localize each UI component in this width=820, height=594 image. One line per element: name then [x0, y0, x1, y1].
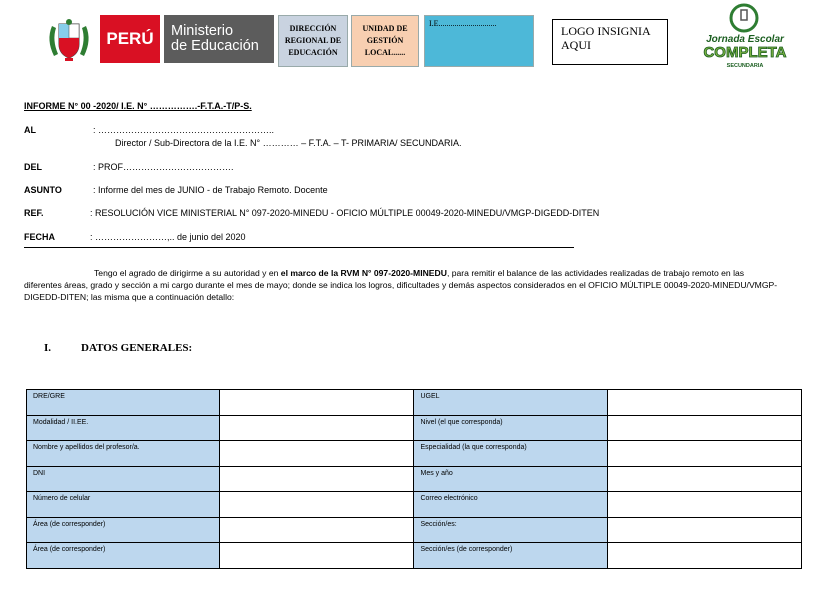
table-row: [27, 492, 802, 518]
table-row: [27, 466, 802, 492]
field-label-del: DEL: [24, 162, 42, 172]
cell-label: UGEL: [420, 393, 440, 400]
dre-line: EDUCACIÓN: [288, 48, 338, 57]
table-row: [27, 517, 802, 543]
ugel-line: LOCAL......: [364, 48, 406, 57]
ugel-box: [351, 15, 419, 67]
field-label-fecha: FECHA: [24, 232, 55, 242]
logo-line: LOGO INSIGNIA: [561, 24, 651, 38]
ugel-line: UNIDAD DE: [362, 24, 408, 33]
row-label-right: [414, 543, 607, 569]
jornada-escolar-completa-logo: [700, 2, 800, 72]
ministry-line-2: de Educación: [171, 38, 259, 54]
header-divider: [24, 247, 574, 248]
row-label-right: [414, 415, 607, 441]
table-row: [27, 441, 802, 467]
section-title: DATOS GENERALES:: [81, 342, 193, 354]
row-label-left: [27, 492, 220, 518]
input-cell-right[interactable]: [607, 390, 801, 416]
body-text-2: , para remitir el balance de las actividades realizadas de trabajo remoto en las diferentes áreas, grado y sección a mi cargo durante el mes de mayo; donde se indica los logros, dificultades y demás aspectos considerados en el OFICIO MÚLTIPLE 00049-2020-MINEDU/VMGP-DIGEDD-DITEN; las misma que a continuación detallo:: [24, 268, 778, 302]
cell-label: Área (de corresponder): [33, 520, 106, 528]
dre-box: [278, 15, 348, 67]
jec-line-3: SECUNDARIA: [726, 63, 764, 69]
table-row: [27, 390, 802, 416]
row-label-right: [414, 390, 607, 416]
cell-label: Modalidad / II.EE.: [33, 418, 89, 426]
logo-placeholder-box: [552, 19, 668, 65]
row-label-right: [414, 441, 607, 467]
logo-line: AQUI: [561, 38, 591, 52]
input-cell-right[interactable]: [607, 543, 801, 569]
ie-box: [424, 15, 534, 67]
input-cell-right[interactable]: [607, 466, 801, 492]
section-heading: [44, 342, 192, 354]
field-value-ref: : RESOLUCIÓN VICE MINISTERIAL N° 097-2020-MINEDU - OFICIO MÚLTIPLE 00049-2020-MINEDU/VMGP-DIGEDD-DITEN: [90, 208, 600, 218]
row-label-left: [27, 517, 220, 543]
input-cell-right[interactable]: [607, 415, 801, 441]
table-row: [27, 415, 802, 441]
section-number: I.: [44, 342, 52, 354]
cell-label: Correo electrónico: [420, 495, 478, 502]
body-text-1: Tengo el agrado de dirigirme a su autoridad y en: [94, 268, 281, 278]
jec-line-2: COMPLETA: [703, 44, 787, 61]
field-value-del: : PROF……………………………….: [93, 162, 234, 172]
cell-label: Especialidad (la que corresponda): [420, 444, 527, 451]
body-paragraph: [24, 267, 784, 303]
cell-label: Sección/es:: [420, 520, 457, 528]
field-value-fecha: : ……………………,.. de junio del 2020: [90, 232, 246, 242]
dre-line: DIRECCIÓN: [289, 24, 337, 33]
jec-line-1: Jornada Escolar: [706, 34, 784, 45]
ugel-line: GESTIÓN: [366, 36, 404, 45]
peru-coat-of-arms-icon: [44, 18, 94, 62]
row-label-right: [414, 466, 607, 492]
cell-label: Área (de corresponder): [33, 546, 106, 553]
cell-label: Número de celular: [33, 495, 91, 502]
field-label-asunto: ASUNTO: [24, 185, 62, 195]
input-cell-right[interactable]: [607, 517, 801, 543]
input-cell-right[interactable]: [607, 492, 801, 518]
cell-label: DNI: [33, 469, 46, 477]
peru-brand-block: [100, 15, 160, 63]
input-cell-left[interactable]: [220, 390, 414, 416]
input-cell-left[interactable]: [220, 415, 414, 441]
field-label-ref: REF.: [24, 208, 44, 218]
row-label-left: [27, 543, 220, 569]
input-cell-left[interactable]: [220, 466, 414, 492]
input-cell-left[interactable]: [220, 517, 414, 543]
country-label: PERÚ: [106, 29, 154, 48]
body-text-bold: el marco de la RVM N° 097-2020-MINEDU: [280, 268, 447, 278]
informe-title: INFORME N° 00 -2020/ I.E. N° …………….-F.T.A.-T/P-S.: [24, 101, 252, 111]
row-label-left: [27, 441, 220, 467]
row-label-right: [414, 492, 607, 518]
field-value-al: : …………………………………………………..: [93, 125, 275, 135]
cell-label: Nivel (el que corresponda): [420, 418, 503, 426]
cell-label: Mes y año: [420, 469, 453, 477]
field-value-asunto: : Informe del mes de JUNIO - de Trabajo Remoto. Docente: [93, 185, 328, 195]
row-label-left: [27, 390, 220, 416]
row-label-right: [414, 517, 607, 543]
datos-generales-table: [26, 389, 802, 569]
ministry-line-1: Ministerio: [171, 23, 234, 39]
input-cell-right[interactable]: [607, 441, 801, 467]
cell-label: Nombre y apellidos del profesor/a.: [33, 444, 140, 451]
input-cell-left[interactable]: [220, 543, 414, 569]
input-cell-left[interactable]: [220, 441, 414, 467]
cell-label: DRE/GRE: [33, 393, 65, 400]
ie-label: I.E.............................: [429, 19, 497, 28]
row-label-left: [27, 415, 220, 441]
ministry-brand-block: [164, 15, 274, 63]
cell-label: Sección/es (de corresponder): [420, 546, 513, 553]
table-row: [27, 543, 802, 569]
row-label-left: [27, 466, 220, 492]
dre-line: REGIONAL DE: [284, 36, 342, 45]
input-cell-left[interactable]: [220, 492, 414, 518]
field-value-director: Director / Sub-Directora de la I.E. N° ………… – F.T.A. – T- PRIMARIA/ SECUNDARIA.: [115, 138, 462, 148]
field-label-al: AL: [24, 125, 36, 135]
